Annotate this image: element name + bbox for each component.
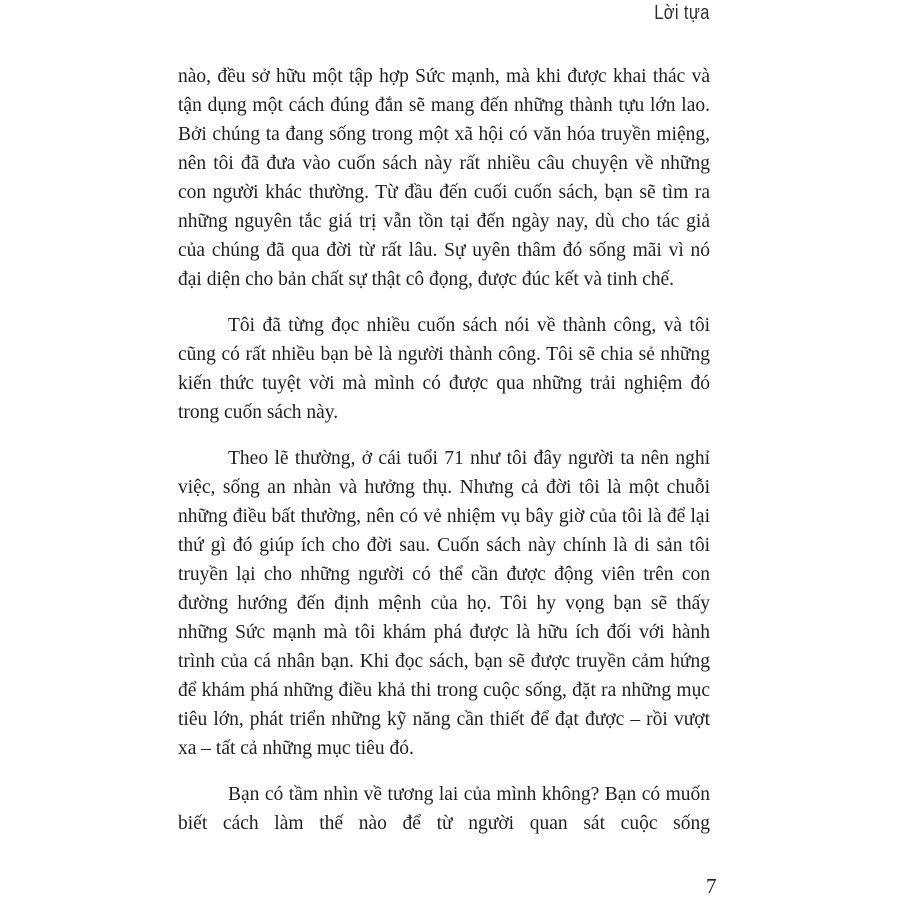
paragraph-1: nào, đều sở hữu một tập hợp Sức mạnh, mà khi được khai thác và tận dụng một cách đúng đắn sẽ mang đến những thành tựu lớn lao. Bởi chúng ta đang sống trong một xã hội có văn hóa truyền miệng, nên tôi đã đưa vào cuốn sách này rất nhiều câu chuyện về những con người khác thường. Từ đầu đến cuối cuốn sách, bạn sẽ tìm ra những nguyên tắc giá trị vẫn tồn tại đến ngày nay, dù cho tác giả của chúng đã qua đời từ rất lâu. Sự uyên thâm đó sống mãi vì nó đại diện cho bản chất sự thật cô đọng, được đúc kết và tinh chế. [178, 66, 710, 290]
running-header: Lời tựa [654, 2, 710, 24]
body-text [178, 62, 710, 870]
paragraph-3: Theo lẽ thường, ở cái tuổi 71 như tôi đây người ta nên nghỉ việc, sống an nhàn và hưởng thụ. Nhưng cả đời tôi là một chuỗi những điều bất thường, nên có vẻ nhiệm vụ bây giờ của tôi là để lại thứ gì đó giúp ích cho đời sau. Cuốn sách này chính là di sản tôi truyền lại cho những người có thể cần được động viên trên con đường hướng đến định mệnh của họ. Tôi hy vọng bạn sẽ thấy những Sức mạnh mà tôi khám phá được là hữu ích đối với hành trình của cá nhân bạn. Khi đọc sách, bạn sẽ được truyền cảm hứng để khám phá những điều khả thi trong cuộc sống, đặt ra những mục tiêu lớn, phát triển những kỹ năng cần thiết để đạt được – rồi vượt xa – tất cả những mục tiêu đó. [178, 448, 710, 759]
page-number: 7 [706, 874, 717, 898]
paragraph-2: Tôi đã từng đọc nhiều cuốn sách nói về thành công, và tôi cũng có rất nhiều bạn bè là người thành công. Tôi sẽ chia sẻ những kiến thức tuyệt vời mà mình có được qua những trải nghiệm đó trong cuốn sách này. [178, 315, 710, 423]
paragraph-4: Bạn có tầm nhìn về tương lai của mình không? Bạn có muốn biết cách làm thế nào để từ người quan sát cuộc sống [178, 784, 710, 834]
